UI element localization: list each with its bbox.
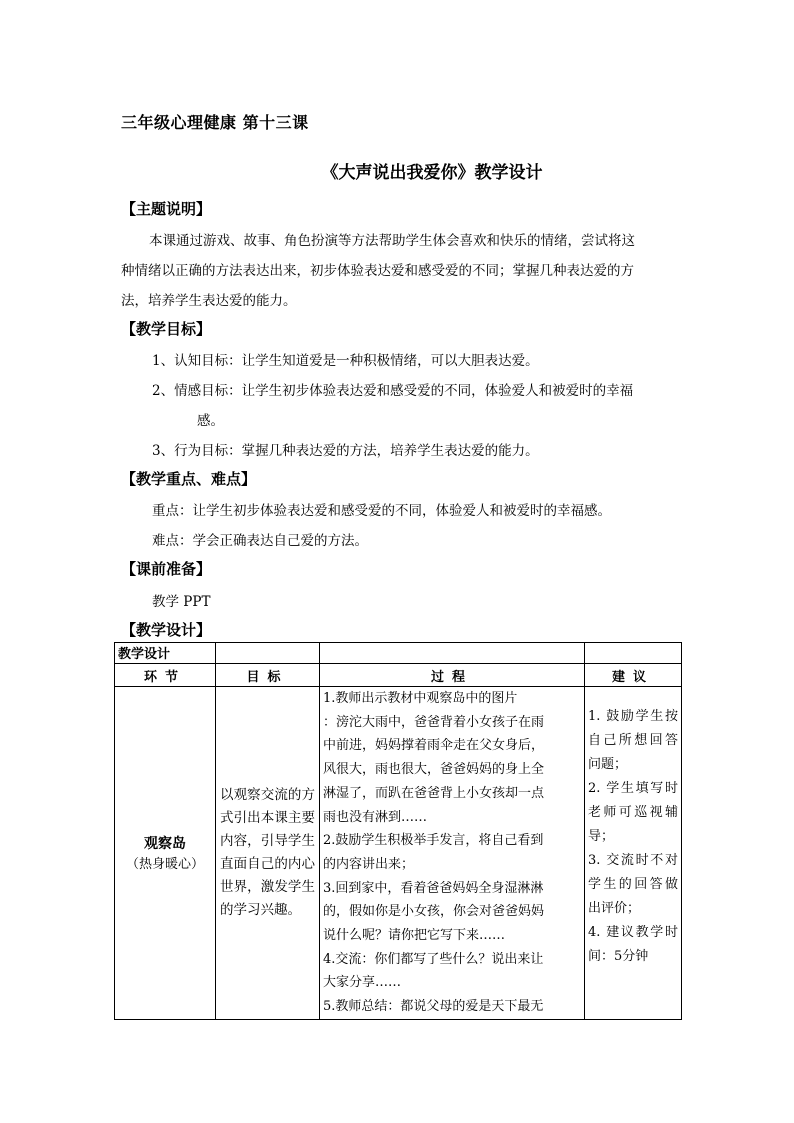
suggestion-cell	[585, 687, 682, 1020]
theme-line: 本课通过游戏、故事、角色扮演等方法帮助学生体会喜欢和快乐的情绪，尝试将这	[149, 233, 635, 249]
table-caption: 教学设计	[118, 647, 171, 662]
goal-item: 3、行为目标：掌握几种表达爱的方法，培养学生表达爱的能力。	[152, 443, 539, 459]
stage-cell	[115, 687, 216, 1020]
section-heading-keypoints: 【教学重点、难点】	[121, 470, 257, 488]
section-heading-design: 【教学设计】	[121, 621, 212, 639]
goal-item: 感。	[197, 413, 224, 429]
process-line: ：滂沱大雨中，爸爸背着小女孩子在雨	[323, 714, 545, 730]
suggestion-item: 2. 学生填写时老师可巡视辅导；	[588, 781, 678, 844]
process-line: 5.教师总结：都说父母的爱是天下最无	[323, 999, 544, 1015]
process-line: 的，假如你是小女孩，你会对爸爸妈妈	[323, 904, 545, 920]
process-line: 说什么呢？请你把它写下来……	[323, 928, 506, 944]
process-line: 4.交流：你们都写了些什么？说出来让	[323, 951, 544, 967]
table-caption-row	[115, 643, 682, 664]
goal-item: 1、认知目标：让学生知道爱是一种积极情绪，可以大胆表达爱。	[152, 353, 539, 369]
stage-subtitle: （热身暖心）	[125, 857, 204, 873]
process-line: 的内容讲出来；	[323, 856, 415, 872]
process-cell	[320, 687, 585, 1020]
column-header: 过程	[320, 664, 585, 687]
prep-text: 教学 PPT	[152, 594, 211, 610]
process-line: 2.鼓励学生积极举手发言，将自己看到	[323, 833, 544, 849]
column-header: 建议	[585, 664, 682, 687]
column-header: 环节	[115, 664, 216, 687]
suggestion-item: 1. 鼓励学生按自己所想回答问题；	[588, 709, 678, 772]
table-header-row	[115, 664, 682, 687]
document-title: 《大声说出我爱你》教学设计	[321, 163, 543, 183]
process-line: 大家分享……	[323, 975, 402, 991]
suggestion-item: 3. 交流时不对学生的回答做出评价；	[588, 853, 678, 916]
process-line: 中前进，妈妈撑着雨伞走在父女身后，	[323, 738, 545, 754]
suggestion-item: 4. 建议教学时间：5分钟	[588, 925, 678, 964]
goal-cell: 以观察交流的方式引出本课主要内容，引导学生直面自己的内心世界，激发学生的学习兴趣。	[216, 687, 320, 1020]
process-line: 雨也没有淋到……	[323, 809, 428, 825]
process-line: 3.回到家中，看着爸爸妈妈全身湿淋淋	[323, 880, 544, 896]
theme-line: 法，培养学生表达爱的能力。	[121, 293, 297, 309]
key-focus: 重点：让学生初步体验表达爱和感受爱的不同，体验爱人和被爱时的幸福感。	[152, 503, 611, 519]
stage-name: 观察岛	[144, 836, 186, 853]
section-heading-theme: 【主题说明】	[121, 200, 212, 218]
course-line: 三年级心理健康 第十三课	[121, 113, 309, 132]
process-line: 1.教师出示教材中观察岛中的图片	[323, 691, 518, 706]
column-header: 目标	[216, 664, 320, 687]
section-heading-prep: 【课前准备】	[121, 560, 212, 578]
section-heading-goals: 【教学目标】	[121, 320, 212, 338]
goal-item: 2、情感目标：让学生初步体验表达爱和感受爱的不同，体验爱人和被爱时的幸福	[152, 383, 634, 399]
theme-line: 种情绪以正确的方法表达出来，初步体验表达爱和感受爱的不同；掌握几种表达爱的方	[121, 263, 634, 279]
table-row	[115, 687, 682, 1020]
key-difficulty: 难点：学会正确表达自己爱的方法。	[152, 533, 368, 549]
table-caption-cell	[115, 643, 216, 664]
process-line: 风很大，雨也很大，爸爸妈妈的身上全	[323, 762, 545, 778]
lesson-plan-table	[114, 642, 682, 1020]
process-line: 淋湿了，而趴在爸爸背上小女孩却一点	[323, 785, 545, 801]
